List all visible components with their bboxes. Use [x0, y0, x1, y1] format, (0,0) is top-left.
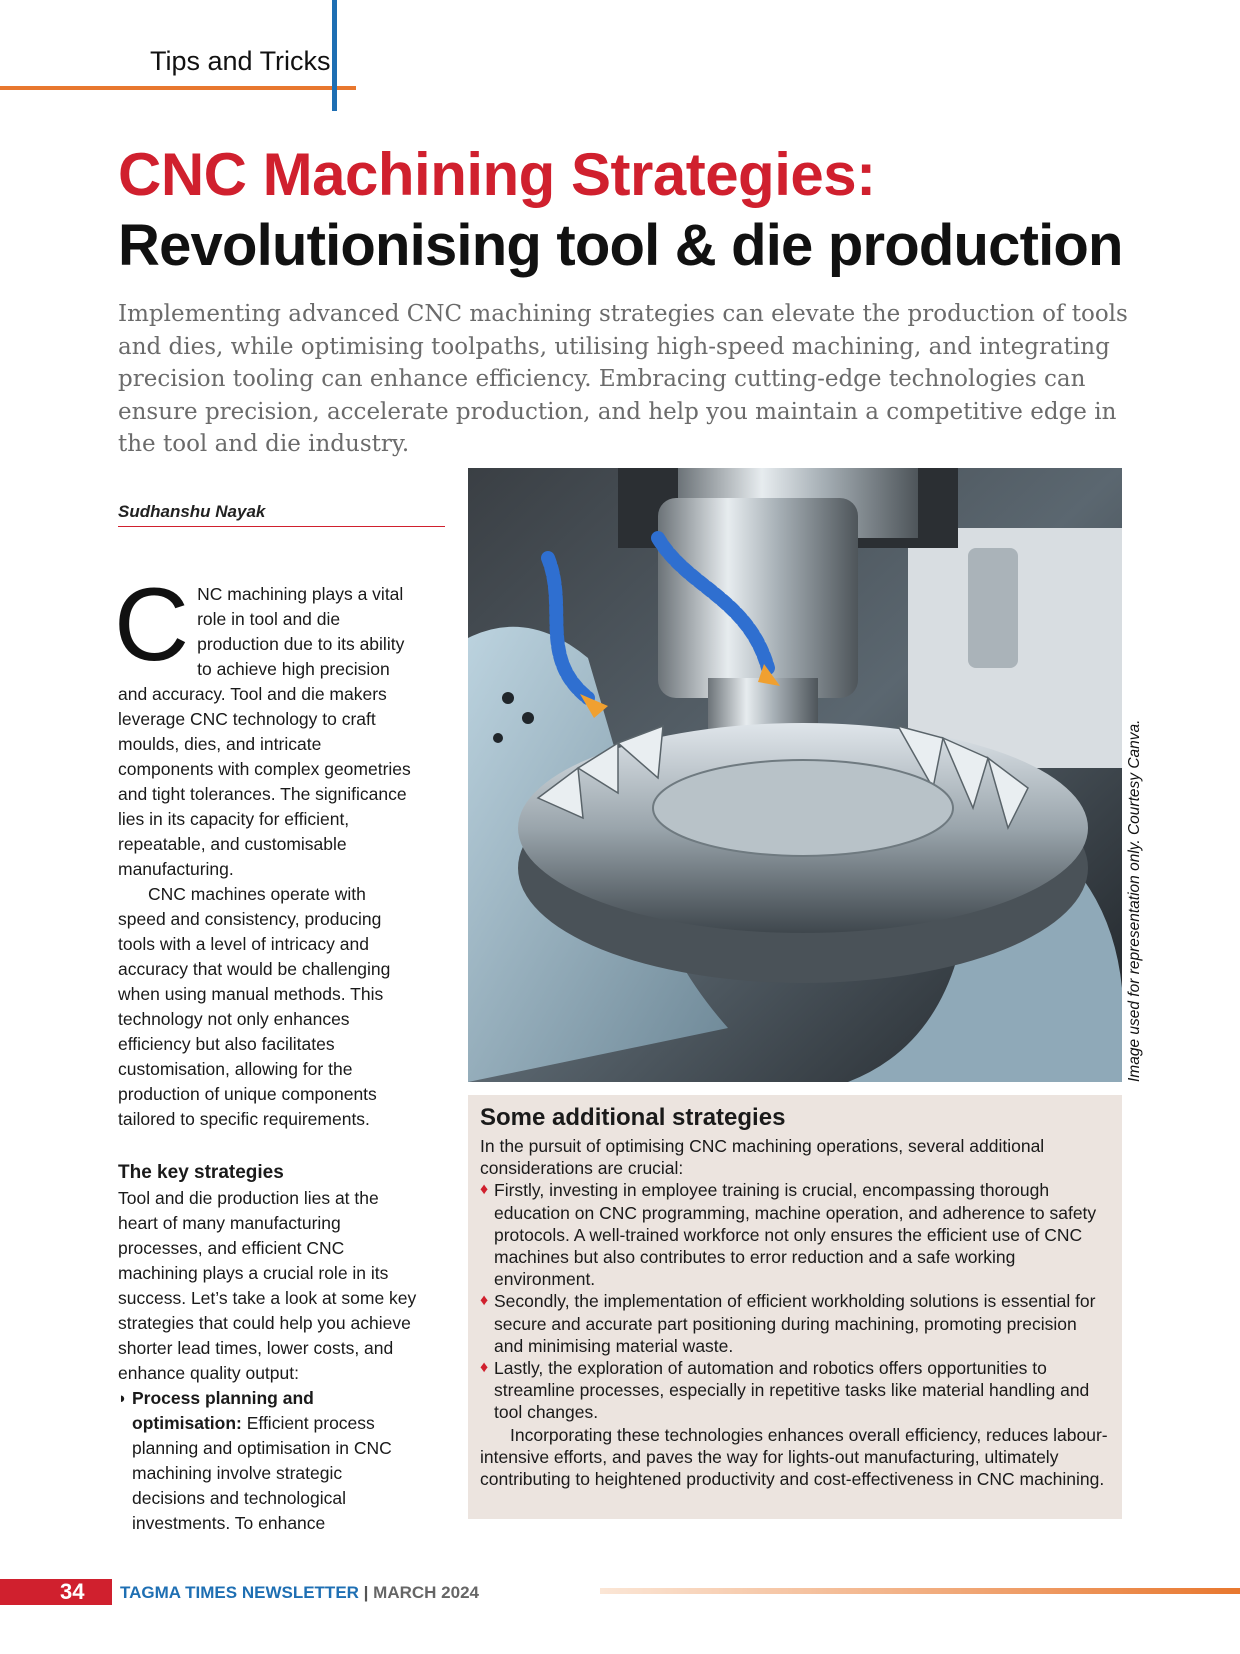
cnc-machine-photo — [468, 468, 1122, 1082]
page-number: 34 — [60, 1579, 85, 1604]
subhead-key-strategies: The key strategies — [118, 1162, 284, 1183]
box-list-item-text: Lastly, the exploration of automation and robotics offers opportunities to streamline processes, especially in repetitive tasks like material handling and tool changes. — [494, 1358, 1090, 1423]
bullet-icon: ◗ — [118, 1390, 128, 1407]
cnc-machine-illustration — [468, 468, 1122, 1082]
footer-publication — [120, 1582, 479, 1604]
paragraph-3: Tool and die production lies at the heart of many manufacturing processes, and efficient CNC machining plays a crucial role in its success. Let’s take a look at some key strategies that could help you achieve shorter lead times, lower costs, and enhance quality output: — [118, 1188, 417, 1383]
diamond-bullet-icon: ♦ — [480, 1181, 489, 1199]
bullet-process-planning — [118, 1386, 418, 1536]
paragraph-intro — [114, 567, 418, 882]
box-intro: In the pursuit of optimising CNC machining operations, several additional considerations are crucial: — [480, 1136, 1045, 1179]
photo-caption: Image used for representation only. Courtesy Canva. — [1126, 719, 1143, 1082]
article-body-column — [114, 567, 418, 1536]
diamond-bullet-icon: ♦ — [480, 1359, 489, 1377]
drop-cap: C — [114, 567, 190, 683]
diamond-bullet-icon: ♦ — [480, 1292, 489, 1310]
section-label: Tips and Tricks — [150, 46, 331, 76]
author-byline: Sudhanshu Nayak — [118, 502, 266, 521]
box-closing: Incorporating these technologies enhances overall efficiency, reduces labour-intensive efforts, and paves the way for lights-out manufacturing, ultimately contributing to heightened productivity and cost-effectiveness in CNC machining. — [480, 1424, 1108, 1490]
footer-separator: | — [363, 1583, 369, 1602]
bullet-text: Efficient process planning and optimisation in CNC machining involve strategic decisions and technological investments. To enhance — [132, 1413, 392, 1533]
box-list-item — [480, 1290, 1110, 1357]
box-list-item-text: Firstly, investing in employee training is crucial, encompassing thorough education on CNC programming, machine operation, and adherence to safety protocols. A well-trained workforce not only ensures the efficient use of CNC machines but also contributes to error reduction and a safe working environment. — [494, 1180, 1097, 1290]
paragraph-intro-text: NC machining plays a vital role in tool and die production due to its ability to achieve high precision and accuracy. Tool and die makers leverage CNC technology to craft moulds, dies, and intricate components with complex geometries and tight tolerances. The significance lies in its capacity for efficient, repeatable, and customisable manufacturing. — [118, 584, 411, 879]
header-orange-rule — [0, 86, 356, 90]
footer-orange-bar — [600, 1588, 1240, 1594]
additional-strategies-box — [468, 1095, 1122, 1519]
headline-line-2: Revolutionising tool & die production — [118, 213, 1123, 278]
author-rule — [118, 526, 445, 527]
header-blue-rule — [332, 0, 337, 111]
box-heading: Some additional strategies — [480, 1104, 786, 1131]
box-list-item-text: Secondly, the implementation of efficient workholding solutions is essential for secure and accurate part positioning during machining, promoting precision and minimising material waste. — [494, 1291, 1096, 1356]
headline-line-1: CNC Machining Strategies: — [118, 141, 876, 208]
bullet-label: Process planning and optimisation: — [132, 1388, 314, 1433]
box-list-item — [480, 1179, 1110, 1290]
publication-name: TAGMA TIMES NEWSLETTER — [120, 1583, 359, 1602]
issue-date: MARCH 2024 — [373, 1583, 479, 1602]
paragraph-2: CNC machines operate with speed and consistency, producing tools with a level of intricacy and accuracy that would be challenging when using manual methods. This technology not only enhances efficiency but also facilitates customisation, allowing for the production of unique components tailored to specific requirements. — [118, 884, 391, 1129]
footer-page-tab — [0, 1579, 112, 1605]
standfirst: Implementing advanced CNC machining strategies can elevate the production of tools and dies, while optimising toolpaths, utilising high-speed machining, and integrating precision tooling can enhance efficiency. Embracing cutting-edge technologies can ensure precision, accelerate production, and help you maintain a competitive edge in the tool and die industry. — [118, 301, 1128, 457]
box-list-item — [480, 1357, 1110, 1424]
